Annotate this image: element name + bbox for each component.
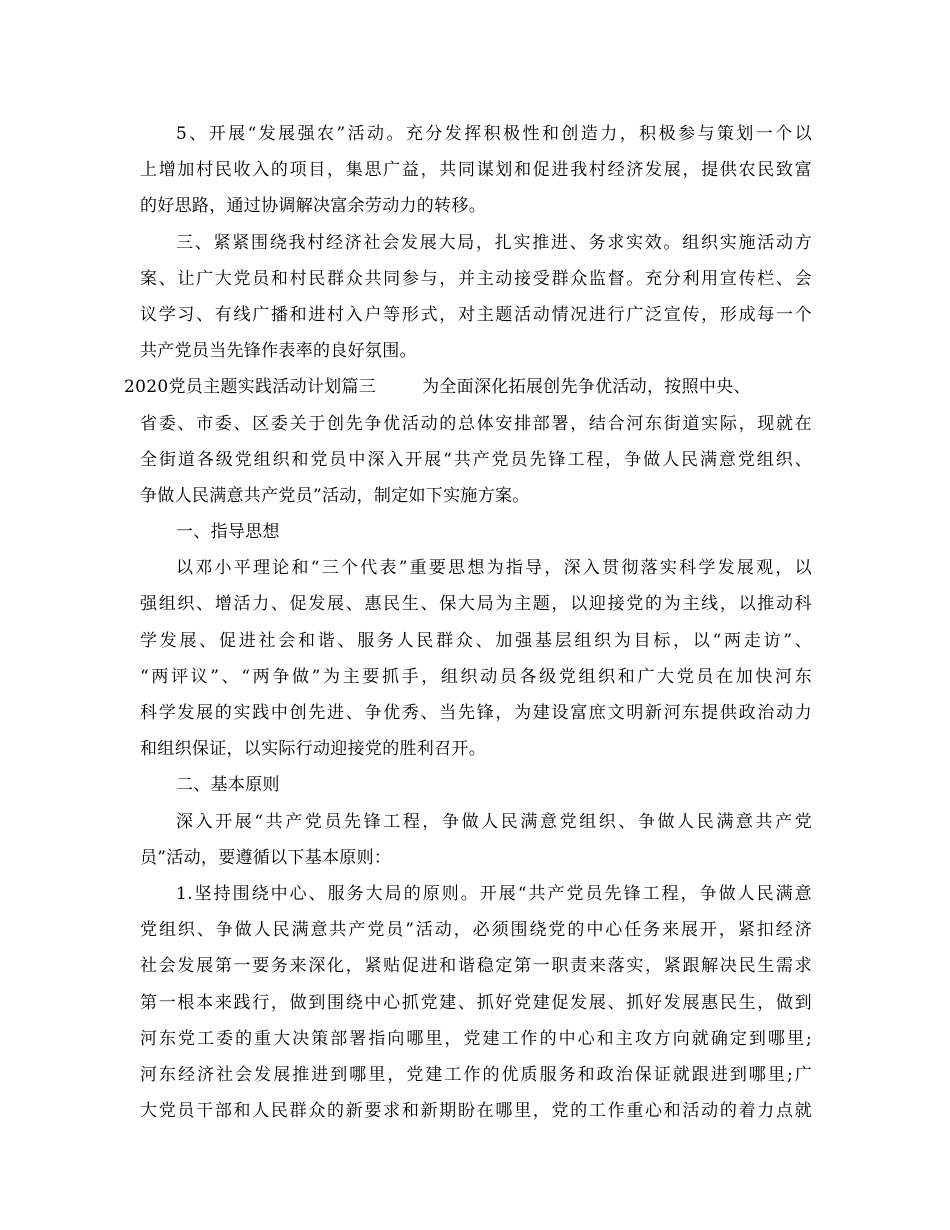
text-line: 1.坚持围绕中心、服务大局的原则。开展“共产党员先锋工程，争做人民满意 <box>176 883 812 904</box>
text-line: 共产党员当先锋作表率的良好氛围。 <box>140 341 417 362</box>
text-line: 上增加村民收入的项目，集思广益，共同谋划和促进我村经济发展，提供农民致富 <box>140 160 812 181</box>
text-line: 河东经济社会发展推进到哪里，党建工作的优质服务和政治保证就跟进到哪里;广 <box>140 1064 812 1085</box>
paragraph-start: 为全面深化拓展创先争优活动，按照中央、 <box>422 377 751 398</box>
text-line: 科学发展的实践中创先进、争优秀、当先锋，为建设富庶文明新河东提供政治动力 <box>140 703 812 723</box>
text-line: 案、让广大党员和村民群众共同参与，并主动接受群众监督。充分利用宣传栏、会 <box>140 268 812 289</box>
text-line <box>124 369 812 405</box>
text-line: 二、基本原则 <box>176 775 280 796</box>
text-line: 争做人民满意共产党员”活动，制定如下实施方案。 <box>140 485 530 506</box>
section-heading-inline: 2020党员主题实践活动计划篇三 <box>124 377 377 398</box>
document-body <box>124 116 812 1129</box>
text-line: 第一根本来践行，做到围绕中心抓党建、抓好党建促发展、抓好发展惠民生，做到 <box>140 992 812 1013</box>
text-line: 5、开展“发展强农”活动。充分发挥积极性和创造力，积极参与策划一个以 <box>176 124 812 144</box>
text-line: 三、紧紧围绕我村经济社会发展大局，扎实推进、务求实效。组织实施活动方 <box>176 232 812 253</box>
text-line: 大党员干部和人民群众的新要求和新期盼在哪里，党的工作重心和活动的着力点就 <box>140 1101 812 1122</box>
text-line: 议学习、有线广播和进村入户等形式，对主题活动情况进行广泛宣传，形成每一个 <box>140 304 812 325</box>
text-line: 的好思路，通过协调解决富余劳动力的转移。 <box>140 196 486 217</box>
text-line: 河东党工委的重大决策部署指向哪里，党建工作的中心和主攻方向就确定到哪里; <box>140 1028 812 1049</box>
text-line: 以邓小平理论和“三个代表”重要思想为指导，深入贯彻落实科学发展观，以 <box>176 558 812 579</box>
text-line: 学发展、促进社会和谐、服务人民群众、加强基层组织为目标，以“两走访”、 <box>140 630 812 651</box>
text-line: 党组织、争做人民满意共产党员”活动，必须围绕党的中心任务来展开，紧扣经济 <box>140 920 812 941</box>
text-line: 员”活动，要遵循以下基本原则： <box>140 847 392 868</box>
text-line: 社会发展第一要务来深化，紧贴促进和谐稳定第一职责来落实，紧跟解决民生需求 <box>140 956 812 977</box>
text-line: 全街道各级党组织和党员中深入开展“共产党员先锋工程，争做人民满意党组织、 <box>140 449 812 470</box>
text-line: 深入开展“共产党员先锋工程，争做人民满意党组织、争做人民满意共产党 <box>176 811 812 832</box>
text-line: 强组织、增活力、促发展、惠民生、保大局为主题，以迎接党的为主线，以推动科 <box>140 594 812 615</box>
text-line: “两评议”、“两争做”为主要抓手，组织动员各级党组织和广大党员在加快河东 <box>140 666 812 687</box>
text-line: 一、指导思想 <box>176 522 280 543</box>
text-line: 和组织保证，以实际行动迎接党的胜利召开。 <box>140 739 486 760</box>
text-line: 省委、市委、区委关于创先争优活动的总体安排部署，结合河东街道实际，现就在 <box>140 413 812 434</box>
